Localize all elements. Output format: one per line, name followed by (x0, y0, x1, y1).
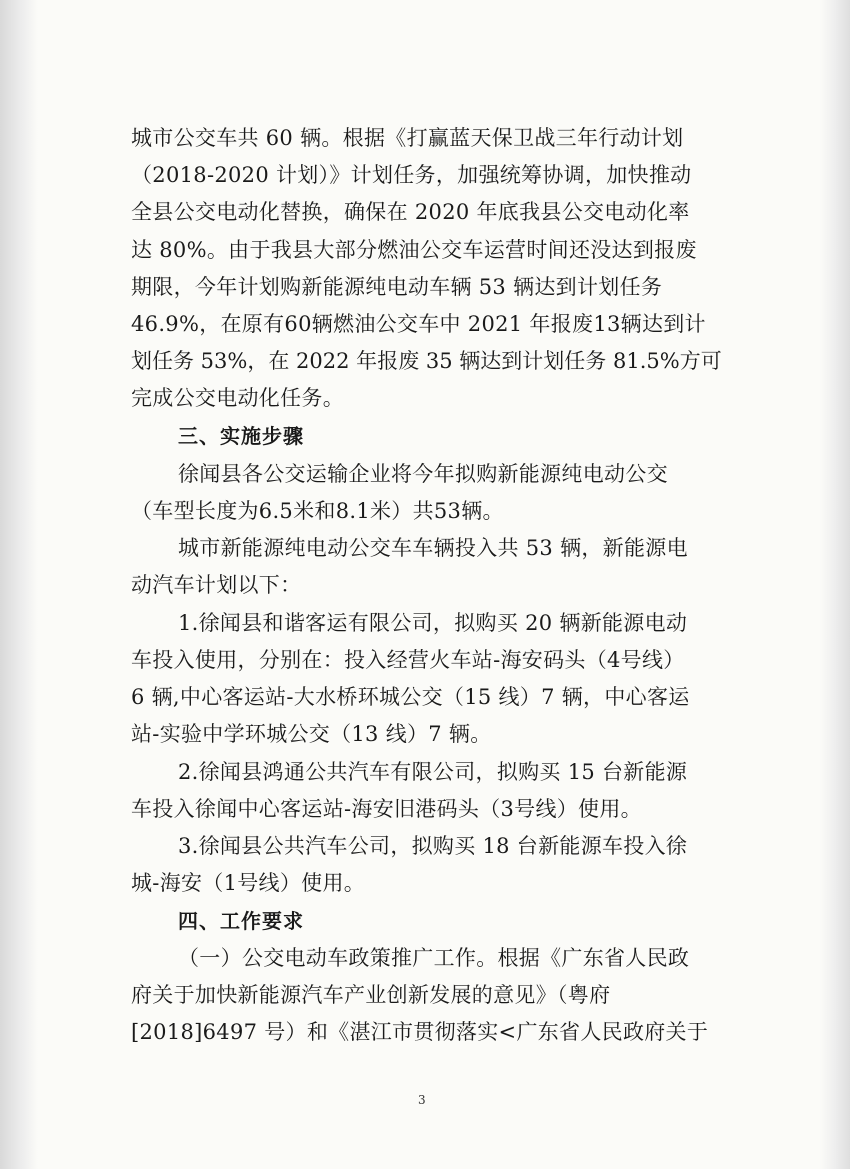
body-line: 车投入使用，分别在：投入经营火车站-海安码头（4号线） (131, 648, 685, 672)
page-number: 3 (418, 1093, 426, 1107)
body-line: 动汽车计划以下： (131, 573, 302, 597)
body-line: 站-实验中学环城公交（13 线）7 辆。 (131, 722, 492, 746)
body-line: 2.徐闻县鸿通公共汽车有限公司，拟购买 15 台新能源 (178, 760, 688, 784)
body-line: 完成公交电动化任务。 (131, 386, 344, 410)
body-line: [2018]6497 号）和《湛江市贯彻落实<广东省人民政府关于 (131, 1020, 709, 1044)
body-line: 徐闻县各公交运输企业将今年拟购新能源纯电动公交 (178, 462, 668, 486)
section-heading: 三、实施步骤 (178, 424, 304, 448)
section-heading: 四、工作要求 (178, 909, 304, 933)
body-line: 城市新能源纯电动公交车车辆投入共 53 辆，新能源电 (178, 536, 688, 560)
body-line: 城-海安（1号线）使用。 (131, 871, 366, 895)
body-line: 期限，今年计划购新能源纯电动车辆 53 辆达到计划任务 (131, 275, 663, 299)
body-line: 46.9%，在原有60辆燃油公交车中 2021 年报废13辆达到计 (131, 312, 706, 336)
body-line: 全县公交电动化替换，确保在 2020 年底我县公交电动化率 (131, 200, 690, 224)
body-line: （车型长度为6.5米和8.1米）共53辆。 (131, 499, 504, 523)
body-line: 达 80%。由于我县大部分燃油公交车运营时间还没达到报废 (131, 238, 697, 262)
body-line: （一）公交电动车政策推广工作。根据《广东省人民政 (178, 946, 690, 970)
body-line: 城市公交车共 60 辆。根据《打赢蓝天保卫战三年行动计划 (131, 126, 684, 150)
body-line: 3.徐闻县公共汽车公司，拟购买 18 台新能源车投入徐 (178, 834, 688, 858)
body-line: 车投入徐闻中心客运站-海安旧港码头（3号线）使用。 (131, 797, 642, 821)
body-line: 6 辆,中心客运站-大水桥环城公交（15 线）7 辆，中心客运 (131, 685, 690, 709)
body-line: 府关于加快新能源汽车产业创新发展的意见》（粤府 (131, 983, 611, 1007)
body-line: （2018-2020 计划）》计划任务，加强统筹协调，加快推动 (131, 163, 692, 187)
body-line: 1.徐闻县和谐客运有限公司，拟购买 20 辆新能源电动 (178, 611, 688, 635)
body-line: 划任务 53%，在 2022 年报废 35 辆达到计划任务 81.5%方可 (131, 349, 722, 373)
